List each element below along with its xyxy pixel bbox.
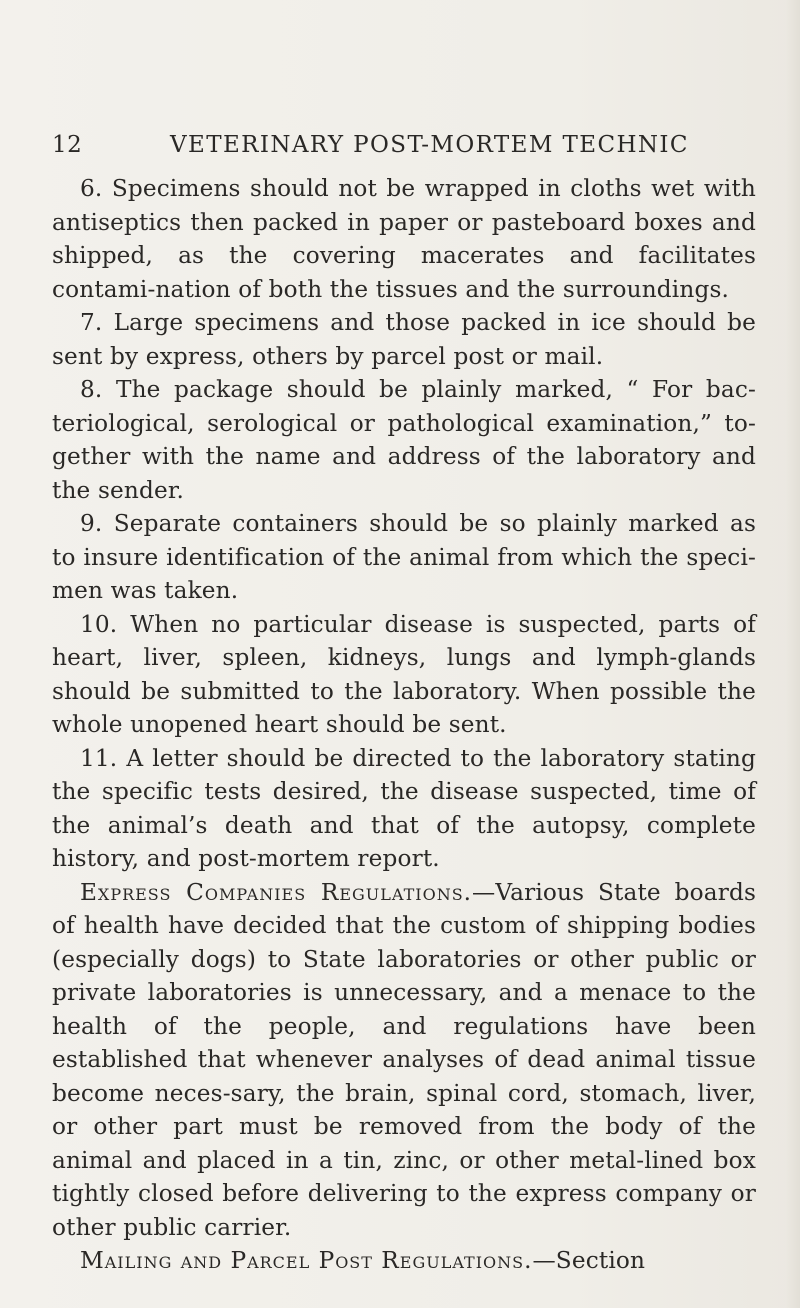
paragraph-item-9	[52, 507, 756, 608]
body-text	[52, 172, 756, 1278]
page-edge-shadow	[786, 0, 800, 1308]
section-heading: Mailing and Parcel Post Regulations.	[80, 1247, 533, 1274]
running-title: VETERINARY POST-MORTEM TECHNIC	[170, 132, 689, 158]
paragraph-item-8	[52, 373, 756, 507]
paragraph-text: 8. The package should be plainly marked, “ For bac-teriological, serological or pathological examination,” to-gether with the name and address of the laboratory and the sender.	[52, 376, 756, 504]
section-heading: Express Companies Regulations.	[80, 878, 473, 906]
running-head	[52, 132, 752, 166]
paragraph-item-6	[52, 172, 756, 306]
paragraph-item-11	[52, 742, 756, 876]
paragraph-item-10	[52, 608, 756, 742]
paragraph-text: —Section	[532, 1247, 646, 1274]
paragraph-text: 11. A letter should be directed to the laboratory stating the specific tests desired, the disease suspected, time of the animal’s death and that of the autopsy, complete history, and post-mortem report.	[52, 744, 756, 872]
page-number: 12	[52, 132, 83, 158]
paragraph-text: 6. Specimens should not be wrapped in cloths wet with antiseptics then packed in paper or pasteboard boxes and shipped, as the covering macerates and facilitates contami-nation of both the tissues and the surroundings.	[52, 175, 756, 303]
paragraph-text: 10. When no particular disease is suspected, parts of heart, liver, spleen, kidneys, lungs and lymph-glands should be submitted to the laboratory. When possible the whole unopened heart should be sent.	[52, 610, 756, 738]
paragraph-text: —Various State boards of health have decided that the custom of shipping bodies (especially dogs) to State laboratories or other public or private laboratories is unnecessary, and a menace to the health of the people, and regulations have been established that whenever analyses of dead animal tissue become neces-sary, the brain, spinal cord, stomach, liver, or other part must be removed from the body of the animal and placed in a tin, zinc, or other metal-lined box tightly closed before delivering to the express company or other public carrier.	[52, 878, 756, 1241]
paragraph-item-7	[52, 306, 756, 373]
paragraph-text: 7. Large specimens and those packed in ice should be sent by express, others by parcel post or mail.	[52, 309, 756, 370]
mailing-regulations-paragraph	[52, 1244, 756, 1278]
paragraph-text: 9. Separate containers should be so plainly marked as to insure identification of the animal from which the speci-men was taken.	[52, 510, 756, 604]
express-regulations-paragraph	[52, 876, 756, 1245]
